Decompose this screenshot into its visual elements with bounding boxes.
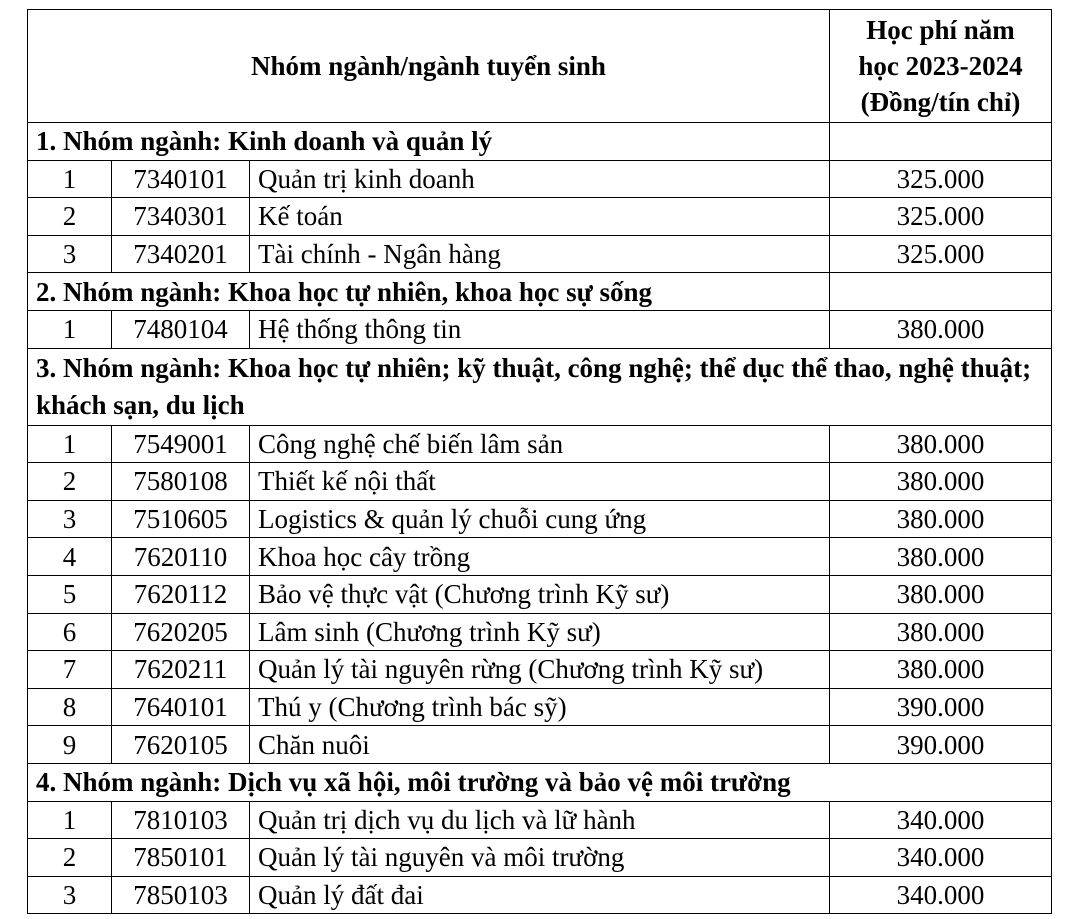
row-major-name: Bảo vệ thực vật (Chương trình Kỹ sư): [250, 575, 830, 613]
group-row: [28, 763, 1052, 801]
row-major-name: Quản lý đất đai: [250, 876, 830, 914]
group-row: [28, 273, 1052, 311]
row-fee: 380.000: [830, 310, 1052, 348]
row-fee: 325.000: [830, 235, 1052, 273]
row-code: 7850101: [112, 839, 250, 877]
tuition-fee-table: [27, 9, 1052, 914]
row-stt: 2: [28, 463, 112, 501]
row-stt: 1: [28, 801, 112, 839]
table-row: [28, 801, 1052, 839]
row-major-name: Lâm sinh (Chương trình Kỹ sư): [250, 613, 830, 651]
row-code: 7549001: [112, 425, 250, 463]
row-fee: 325.000: [830, 198, 1052, 236]
table-row: [28, 726, 1052, 764]
fee-header-line2: học 2023-2024: [858, 51, 1023, 81]
row-stt: 2: [28, 839, 112, 877]
row-code: 7340201: [112, 235, 250, 273]
row-stt: 3: [28, 876, 112, 914]
row-major-name: Công nghệ chế biến lâm sản: [250, 425, 830, 463]
table-row: [28, 839, 1052, 877]
row-code: 7640101: [112, 688, 250, 726]
row-stt: 3: [28, 500, 112, 538]
row-code: 7480104: [112, 310, 250, 348]
row-major-name: Logistics & quản lý chuỗi cung ứng: [250, 500, 830, 538]
table-row: [28, 425, 1052, 463]
group-title: 1. Nhóm ngành: Kinh doanh và quản lý: [28, 123, 830, 161]
table-row: [28, 575, 1052, 613]
row-major-name: Chăn nuôi: [250, 726, 830, 764]
row-major-name: Quản lý tài nguyên rừng (Chương trình Kỹ sư): [250, 651, 830, 689]
row-stt: 1: [28, 310, 112, 348]
row-fee: 340.000: [830, 801, 1052, 839]
row-stt: 1: [28, 425, 112, 463]
fee-header-line1: Học phí năm: [866, 15, 1015, 45]
row-code: 7340301: [112, 198, 250, 236]
table-row: [28, 310, 1052, 348]
table-row: [28, 463, 1052, 501]
row-code: 7620205: [112, 613, 250, 651]
row-major-name: Thiết kế nội thất: [250, 463, 830, 501]
group-title: 2. Nhóm ngành: Khoa học tự nhiên, khoa học sự sống: [28, 273, 830, 311]
row-fee: 380.000: [830, 463, 1052, 501]
group-row: [28, 123, 1052, 161]
row-fee: 340.000: [830, 839, 1052, 877]
row-major-name: Hệ thống thông tin: [250, 310, 830, 348]
row-major-name: Quản trị kinh doanh: [250, 160, 830, 198]
row-fee: 390.000: [830, 688, 1052, 726]
row-code: 7620105: [112, 726, 250, 764]
row-fee: 380.000: [830, 575, 1052, 613]
row-stt: 1: [28, 160, 112, 198]
row-stt: 9: [28, 726, 112, 764]
row-fee: 340.000: [830, 876, 1052, 914]
major-column-header: Nhóm ngành/ngành tuyển sinh: [28, 10, 830, 123]
table-row: [28, 876, 1052, 914]
row-stt: 6: [28, 613, 112, 651]
table-row: [28, 500, 1052, 538]
group-fee-empty: [830, 123, 1052, 161]
row-code: 7340101: [112, 160, 250, 198]
table-row: [28, 651, 1052, 689]
fee-header-line3: (Đồng/tín chỉ): [860, 87, 1021, 117]
row-stt: 7: [28, 651, 112, 689]
row-fee: 390.000: [830, 726, 1052, 764]
row-major-name: Quản trị dịch vụ du lịch và lữ hành: [250, 801, 830, 839]
row-fee: 380.000: [830, 425, 1052, 463]
row-fee: 380.000: [830, 538, 1052, 576]
row-fee: 325.000: [830, 160, 1052, 198]
row-code: 7620211: [112, 651, 250, 689]
fee-column-header: [830, 10, 1052, 123]
row-fee: 380.000: [830, 613, 1052, 651]
table-row: [28, 235, 1052, 273]
group-title: 3. Nhóm ngành: Khoa học tự nhiên; kỹ thuật, công nghệ; thể dục thể thao, nghệ thuật; khách sạn, du lịch: [28, 348, 1052, 425]
group-title: 4. Nhóm ngành: Dịch vụ xã hội, môi trường và bảo vệ môi trường: [28, 763, 1052, 801]
group-row: [28, 348, 1052, 425]
row-fee: 380.000: [830, 500, 1052, 538]
row-major-name: Quản lý tài nguyên và môi trường: [250, 839, 830, 877]
row-code: 7510605: [112, 500, 250, 538]
table-row: [28, 198, 1052, 236]
row-stt: 3: [28, 235, 112, 273]
row-code: 7850103: [112, 876, 250, 914]
row-major-name: Kế toán: [250, 198, 830, 236]
row-fee: 380.000: [830, 651, 1052, 689]
row-major-name: Tài chính - Ngân hàng: [250, 235, 830, 273]
row-stt: 5: [28, 575, 112, 613]
row-major-name: Thú y (Chương trình bác sỹ): [250, 688, 830, 726]
table-row: [28, 613, 1052, 651]
row-code: 7620112: [112, 575, 250, 613]
table-row: [28, 538, 1052, 576]
row-stt: 4: [28, 538, 112, 576]
table-header-row: [28, 10, 1052, 123]
table-row: [28, 688, 1052, 726]
table-row: [28, 160, 1052, 198]
row-code: 7620110: [112, 538, 250, 576]
row-major-name: Khoa học cây trồng: [250, 538, 830, 576]
row-code: 7580108: [112, 463, 250, 501]
row-stt: 2: [28, 198, 112, 236]
row-stt: 8: [28, 688, 112, 726]
row-code: 7810103: [112, 801, 250, 839]
group-fee-empty: [830, 273, 1052, 311]
